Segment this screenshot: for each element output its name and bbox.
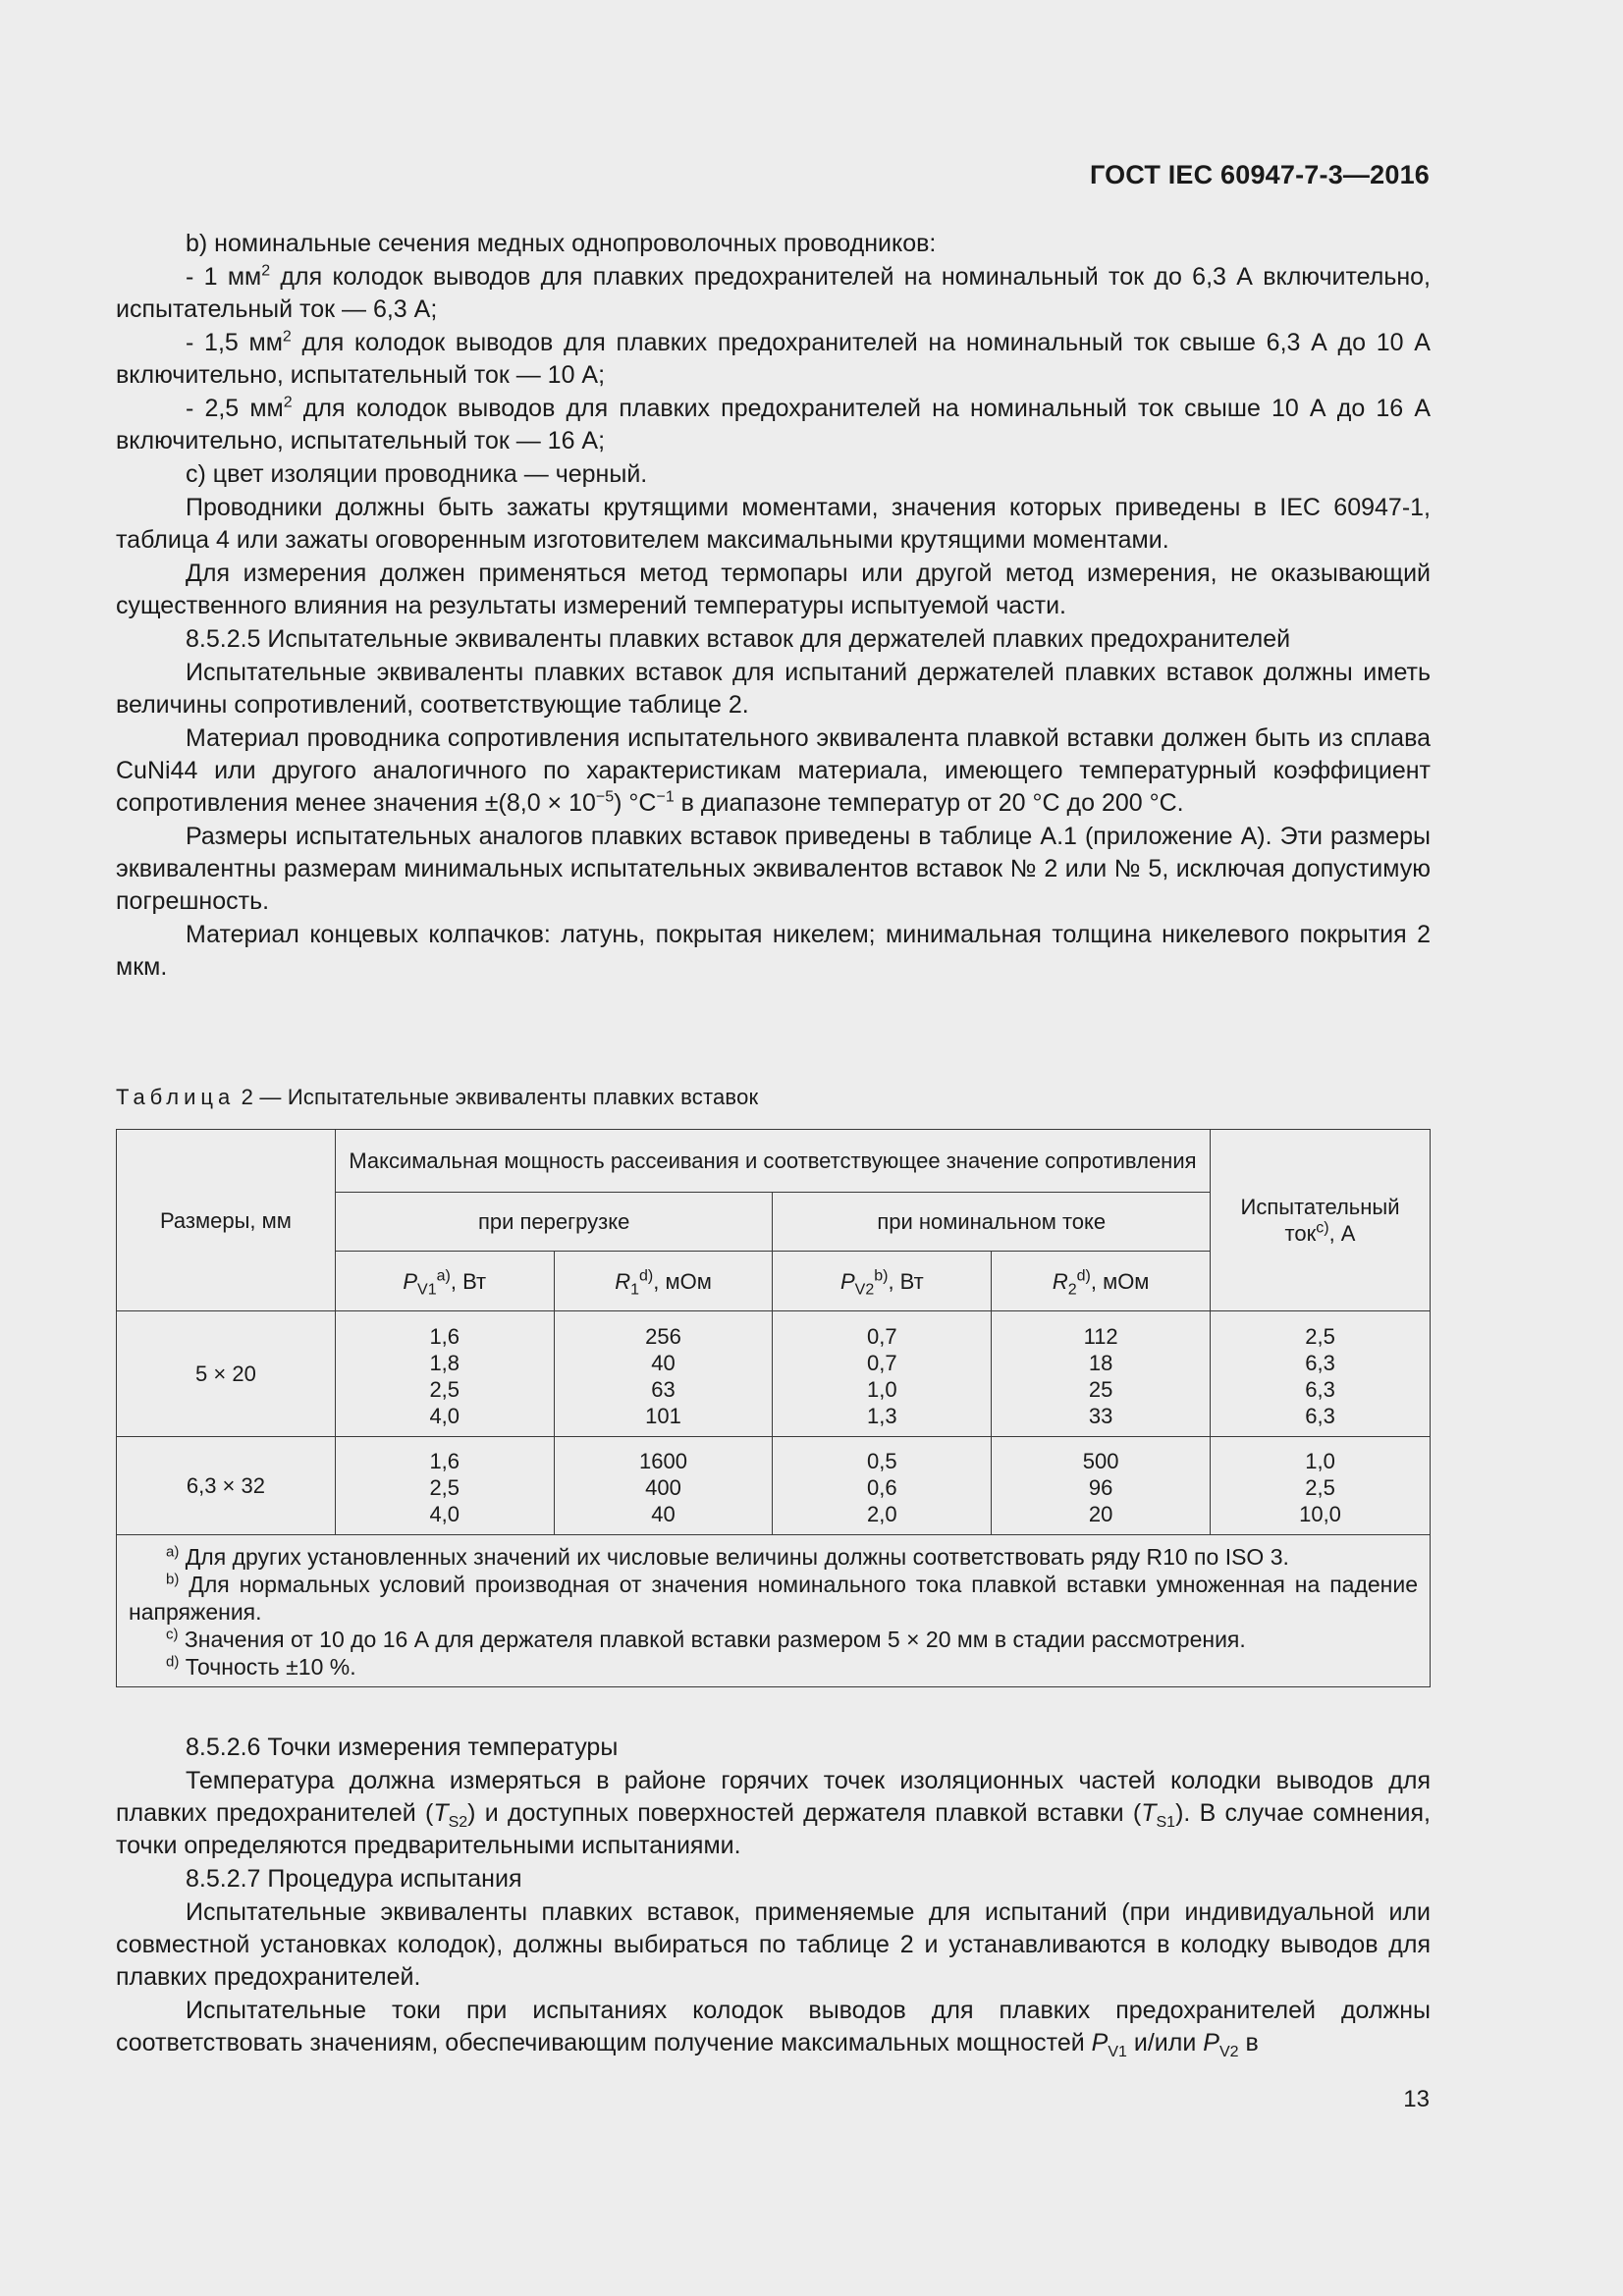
header-test-current: Испытательный ток$^{c)}$, А <box>1211 1130 1431 1311</box>
table-note: $^{b)}$ Для нормальных условий производная от значения номинального тока плавкой вставки умноженная на падение напряжения. <box>129 1571 1418 1625</box>
size-cell: 5 × 20 <box>117 1311 336 1437</box>
page-number: 13 <box>1403 2086 1430 2112</box>
header-r1: $R_1^{d)}$, мОм <box>554 1252 773 1311</box>
table-row <box>117 1311 1431 1437</box>
r2-cell: 112 18 25 33 <box>992 1311 1211 1437</box>
paragraph: - 1 $мм^2$ для колодок выводов для плавких предохранителей на номинальный ток до 6,3 А включительно, испытательный ток — 6,3 А; <box>116 262 1431 323</box>
body-text-bottom <box>116 1732 1431 2060</box>
r1-cell: 256 40 63 101 <box>554 1311 773 1437</box>
paragraph: Материал концевых колпачков: латунь, покрытая никелем; минимальная толщина никелевого покрытия 2 мкм. <box>116 921 1431 981</box>
table-notes <box>117 1535 1431 1687</box>
header-max-power: Максимальная мощность рассеивания и соответствующее значение сопротивления <box>335 1130 1210 1193</box>
paragraph: Испытательные токи при испытаниях колодок выводов для плавких предохранителей должны соответствовать значениям, обеспечивающим получение максимальных мощностей $P_{V1}$ и/или $P_{V2}$ в <box>116 1997 1431 2060</box>
table-caption: Таблица 2 — Испытательные эквиваленты плавких вставок <box>116 1085 759 1109</box>
table-note: $^{d)}$ Точность ±10 %. <box>166 1653 356 1680</box>
table-note: $^{a)}$ Для других установленных значений их числовые величины должны соответствовать ряду R10 по ISO 3. <box>166 1543 1289 1570</box>
section-heading: 8.5.2.6 Точки измерения температуры <box>186 1734 619 1761</box>
pv2-cell: 0,7 0,7 1,0 1,3 <box>773 1311 992 1437</box>
section-heading: 8.5.2.5 Испытательные эквиваленты плавких вставок для держателей плавких предохранителей <box>186 625 1291 653</box>
table-row <box>117 1437 1431 1535</box>
paragraph: b) номинальные сечения медных однопроволочных проводников: <box>186 230 937 257</box>
paragraph: - 2,5 $мм^2$ для колодок выводов для плавких предохранителей на номинальный ток свыше 10 А до 16 А включительно, испытательный ток — 16 А; <box>116 394 1431 454</box>
test-current-cell: 2,5 6,3 6,3 6,3 <box>1211 1311 1431 1437</box>
paragraph: Материал проводника сопротивления испытательного эквивалента плавкой вставки должен быть из сплава CuNi44 или другого аналогичного по характеристикам материала, имеющего температурный коэффициент сопротивления менее значения $\pm(8,0 \times 10^{-5})$ $^\circ C^{-1}$ в диапазоне температур от 20 °C до 200 °C. <box>116 724 1431 817</box>
test-equivalents-table <box>116 1129 1431 1687</box>
table-note: $^{c)}$ Значения от 10 до 16 А для держателя плавкой вставки размером 5 × 20 мм в стадии рассмотрения. <box>166 1626 1246 1652</box>
header-overload: при перегрузке <box>335 1193 773 1252</box>
pv1-cell: 1,6 2,5 4,0 <box>335 1437 554 1535</box>
r1-cell: 1600 400 40 <box>554 1437 773 1535</box>
header-pv1: $P_{V1}^{a)}$, Вт <box>335 1252 554 1311</box>
paragraph: Проводники должны быть зажаты крутящими моментами, значения которых приведены в IEC 60947-1, таблица 4 или зажаты оговоренным изготовителем максимальными крутящими моментами. <box>116 494 1431 554</box>
paragraph: Для измерения должен применяться метод термопары или другой метод измерения, не оказывающий существенного влияния на результаты измерений температуры испытуемой части. <box>116 560 1431 619</box>
table-notes-row <box>117 1535 1431 1687</box>
paragraph: Размеры испытательных аналогов плавких вставок приведены в таблице А.1 (приложение А). Эти размеры эквивалентны размерам минимальных испытательных эквивалентов вставок № 2 или № 5, исключая допустимую погрешность. <box>116 823 1431 915</box>
pv1-cell: 1,6 1,8 2,5 4,0 <box>335 1311 554 1437</box>
header-sizes: Размеры, мм <box>117 1130 336 1311</box>
paragraph: c) цвет изоляции проводника — черный. <box>186 460 648 488</box>
header-nominal: при номинальном токе <box>773 1193 1211 1252</box>
paragraph: Испытательные эквиваленты плавких вставок, применяемые для испытаний (при индивидуальной или совместной установках колодок), должны выбираться по таблице 2 и устанавливаются в колодку выводов для плавких предохранителей. <box>116 1898 1431 1991</box>
paragraph: - 1,5 $мм^2$ для колодок выводов для плавких предохранителей на номинальный ток свыше 6,3 А до 10 А включительно, испытательный ток — 10 А; <box>116 328 1431 389</box>
document-header: ГОСТ IEC 60947-7-3—2016 <box>1089 160 1430 189</box>
pv2-cell: 0,5 0,6 2,0 <box>773 1437 992 1535</box>
header-r2: $R_2^{d)}$, мОм <box>992 1252 1211 1311</box>
r2-cell: 500 96 20 <box>992 1437 1211 1535</box>
body-text-top <box>116 228 1431 985</box>
paragraph: Температура должна измеряться в районе горячих точек изоляционных частей колодки выводов для плавких предохранителей $(T_{S2})$ и доступных поверхностей держателя плавкой вставки $(T_{S1})$. В случае сомнения, точки определяются предварительными испытаниями. <box>116 1767 1432 1859</box>
header-pv2: $P_{V2}^{b)}$, Вт <box>773 1252 992 1311</box>
paragraph: Испытательные эквиваленты плавких вставок для испытаний держателей плавких вставок должны иметь величины сопротивлений, соответствующие таблице 2. <box>116 659 1431 719</box>
size-cell: 6,3 × 32 <box>117 1437 336 1535</box>
test-current-cell: 1,0 2,5 10,0 <box>1211 1437 1431 1535</box>
section-heading: 8.5.2.7 Процедура испытания <box>186 1865 522 1893</box>
